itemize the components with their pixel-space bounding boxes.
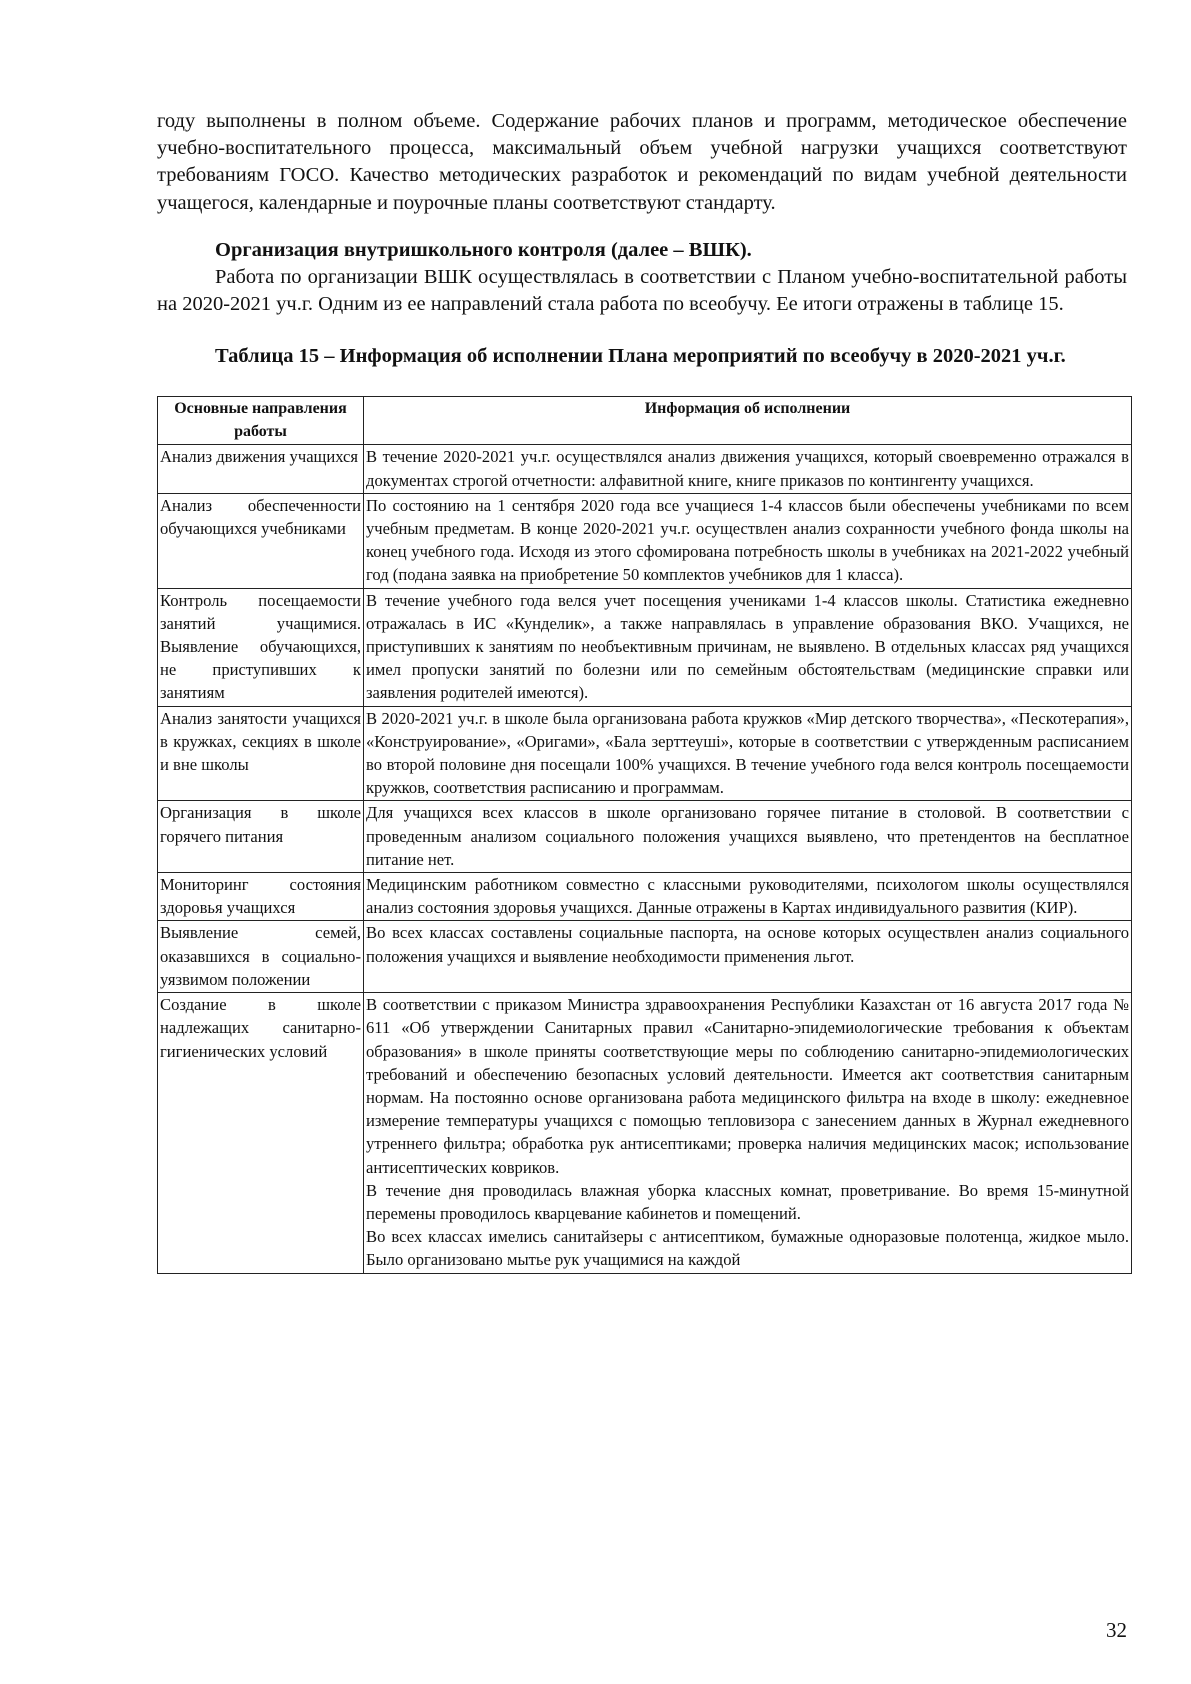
direction-cell: Анализ обеспеченности обучающихся учебниками [158,493,364,588]
table-row [158,801,1132,873]
info-cell [364,921,1132,993]
table-row [158,706,1132,801]
info-paragraph: В течение учебного года велся учет посещения учениками 1-4 классов школы. Статистика ежедневно отражалась в ИС «Кунделик», а также направлялась в управление образования ВКО. Учащихся, не приступивших к занятиям по необъективным причинам, не выявлено. В отдельных классах ряд учащихся имел пропуски занятий по болезни или по семейным обстоятельствам (медицинские справки или заявления родителей имеются). [366,590,1129,703]
direction-cell: Анализ движения учащихся [158,445,364,493]
table-row [158,873,1132,921]
section-title: Организация внутришкольного контроля (далее – ВШК). [215,238,752,261]
direction-cell: Анализ занятости учащихся в кружках, секциях в школе и вне школы [158,706,364,801]
direction-cell: Выявление семей, оказавшихся в социально-уязвимом положении [158,921,364,993]
info-paragraph: В течение 2020-2021 уч.г. осуществлялся анализ движения учащихся, который своевременно отражался в документах строгой отчетности: алфавитной книге, книге приказов по контингенту учащихся. [366,447,1129,490]
page-number: 32 [1106,1618,1127,1642]
info-paragraph: Для учащихся всех классов в школе организовано горячее питание в столовой. В соответствии с проведенным анализом социального положения учащихся выявлено, что претендентов на бесплатное питание нет. [366,803,1129,869]
table-body [158,445,1132,1273]
info-paragraph: Во всех классах имелись санитайзеры с антисептиком, бумажные одноразовые полотенца, жидкое мыло. Было организовано мытье рук учащимися на каждой [366,1227,1129,1270]
intro-paragraph: году выполнены в полном объеме. Содержание рабочих планов и программ, методическое обеспечение учебно-воспитательного процесса, максимальный объем учебной нагрузки учащихся соответствуют требованиям ГОСО. Качество методических разработок и рекомендаций по видам учебной деятельности учащегося, календарные и поурочные планы соответствуют стандарту. [157,110,1127,214]
table-row [158,588,1132,706]
document-page [157,108,1127,1274]
info-paragraph: По состоянию на 1 сентября 2020 года все учащиеся 1-4 классов были обеспечены учебниками по всем учебным предметам. В конце 2020-2021 уч.г. осуществлен анализ сохранности учебного фонда школы на конец учебного года. Исходя из этого сфомирована потребность школы в учебниках на 2021-2022 учебный год (подана заявка на приобретение 50 комплектов учебников для 1 класса). [366,495,1129,585]
execution-table [157,396,1132,1273]
info-cell [364,588,1132,706]
info-paragraph: В соответствии с приказом Министра здравоохранения Республики Казахстан от 16 августа 2017 года № 611 «Об утверждении Санитарных правил «Санитарно-эпидемиологические требования к объектам образования» в школе приняты соответствующие меры по соблюдению санитарно-эпидемиологических требований и обеспечению безопасных условий деятельности. Имеется акт соответствия санитарным нормам. На постоянно основе организована работа медицинского фильтра на входе в школу: ежедневное измерение температуры учащихся с помощью тепловизора с занесением данных в Журнал ежедневного утреннего фильтра; обработка рук антисептиками; проверка наличия медицинских масок; использование антисептических ковриков. [366,995,1129,1177]
table-row [158,921,1132,993]
info-cell [364,706,1132,801]
info-cell [364,493,1132,588]
info-paragraph: Во всех классах составлены социальные паспорта, на основе которых осуществлен анализ социального положения учащихся и выявление необходимости применения льгот. [366,923,1129,966]
table-row [158,445,1132,493]
table-row [158,993,1132,1273]
direction-cell: Создание в школе надлежащих санитарно-гигиенических условий [158,993,364,1273]
info-paragraph: Медицинским работником совместно с классными руководителями, психологом школы осуществлялся анализ состояния здоровья учащихся. Данные отражены в Картах индивидуального развития (КИР). [366,875,1129,918]
direction-cell: Организация в школе горячего питания [158,801,364,873]
section-paragraph: Работа по организации ВШК осуществлялась в соответствии с Планом учебно-воспитательной работы на 2020-2021 уч.г. Одним из ее направлений стала работа по всеобучу. Ее итоги отражены в таблице 15. [157,266,1127,316]
header-info: Информация об исполнении [364,397,1132,445]
info-cell [364,801,1132,873]
info-cell [364,873,1132,921]
info-cell [364,445,1132,493]
header-directions: Основные направления работы [158,397,364,445]
table-row [158,493,1132,588]
info-paragraph: В 2020-2021 уч.г. в школе была организована работа кружков «Мир детского творчества», «Пескотерапия», «Конструирование», «Оригами», «Бала зерттеуші», которые в соответствии с утвержденным расписанием во второй половине дня посещали 100% учащихся. В течение учебного года велся контроль посещаемости кружков, соответствия расписанию и программам. [366,708,1129,798]
direction-cell: Контроль посещаемости занятий учащимися. Выявление обучающихся, не приступивших к занятиям [158,588,364,706]
direction-cell: Мониторинг состояния здоровья учащихся [158,873,364,921]
table-header-row [158,397,1132,445]
table-caption: Таблица 15 – Информация об исполнении Плана мероприятий по всеобучу в 2020-2021 уч.г. [215,345,1066,368]
info-cell [364,993,1132,1273]
info-paragraph: В течение дня проводилась влажная уборка классных комнат, проветривание. Во время 15-минутной перемены проводилось кварцевание кабинетов и помещений. [366,1180,1129,1223]
